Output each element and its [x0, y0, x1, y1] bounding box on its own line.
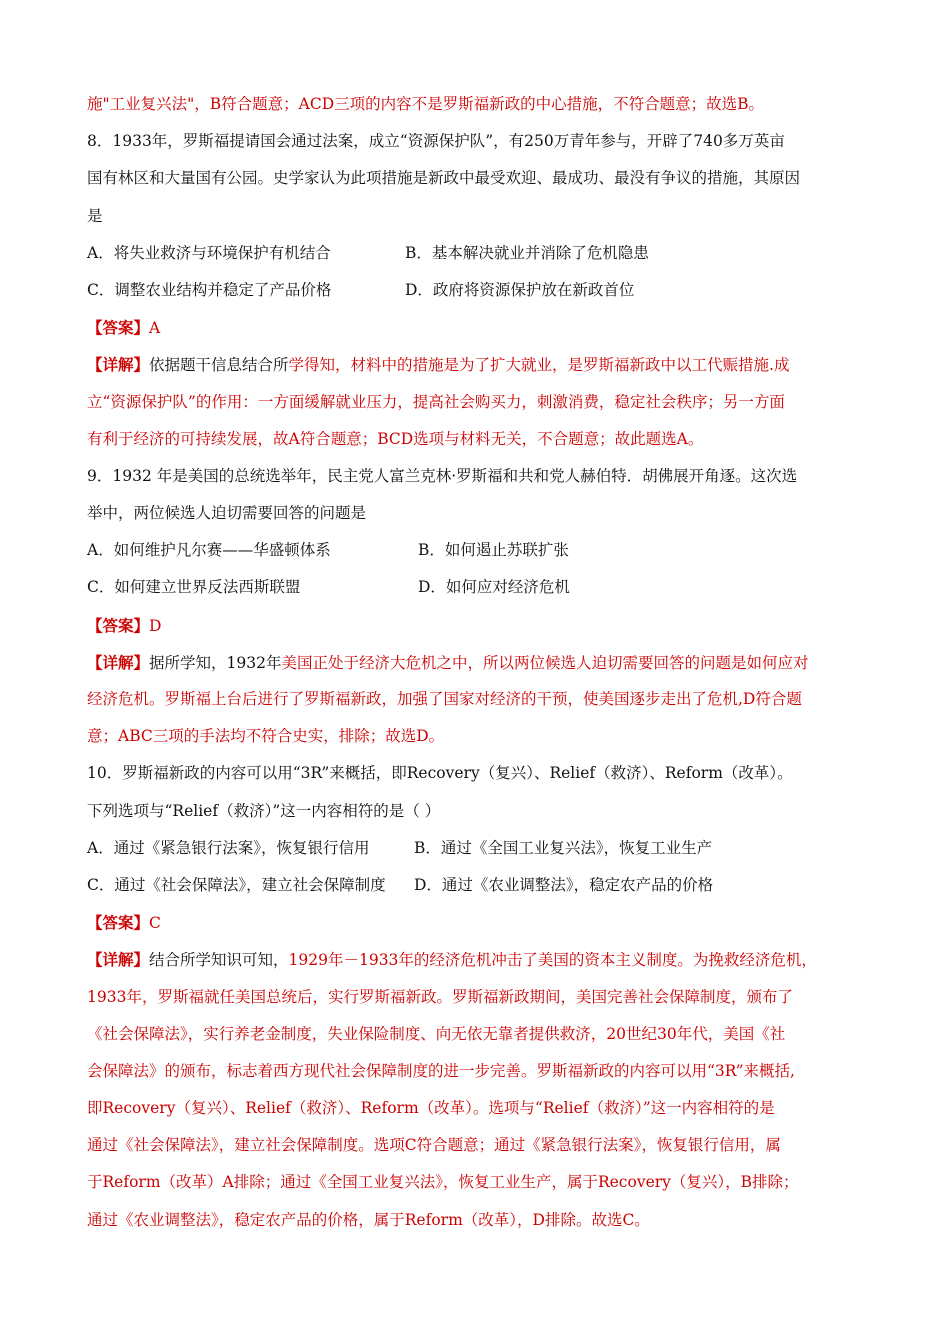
- explanation-line: 会保障法》的颁布，标志着西方现代社会保障制度的进一步完善。罗斯福新政的内容可以用“3R”来概括,: [87, 1061, 795, 1080]
- explanation-line: [87, 644, 867, 681]
- answer-line: [87, 309, 867, 346]
- options-row: [87, 532, 867, 569]
- explanation-text: 1929年－1933年的经济危机冲击了美国的资本主义制度。为挽救经济危机，: [288, 951, 817, 970]
- explanation-text: 学得知，材料中的措施是为了扩大就业，是罗斯福新政中以工代赈措施.成: [288, 356, 790, 375]
- explanation-line: 通过《社会保障法》，建立社会保障制度。选项C符合题意；通过《紧急银行法案》，恢复银行信用，属: [87, 1136, 781, 1155]
- answer-tag: 【答案】: [87, 913, 150, 933]
- explanation-tag: 【详解】: [87, 652, 150, 672]
- options-row: [87, 235, 867, 272]
- explanation-line: [87, 941, 867, 978]
- options-row: [87, 830, 867, 867]
- options-row: [87, 272, 867, 309]
- question-stem-line: 下列选项与“Relief（救济）”这一内容相符的是（ ）: [87, 801, 441, 820]
- option-b: B．基本解决就业并消除了危机隐患: [405, 243, 649, 262]
- option-b: B．如何遏止苏联扩张: [418, 541, 569, 560]
- question-10: [87, 755, 867, 1238]
- question-stem-line: 国有林区和大量国有公园。史学家认为此项措施是新政中最受欢迎、最成功、最没有争议的措施，其原因: [87, 169, 801, 188]
- option-c: C．如何建立世界反法西斯联盟: [87, 578, 301, 597]
- answer-value: C: [149, 914, 161, 933]
- question-stem-line: 9．1932 年是美国的总统选举年，民主党人富兰克林·罗斯福和共和党人赫伯特．胡佛展开角逐。这次选: [87, 466, 798, 485]
- previous-explanation-tail: 施"工业复兴法"，B符合题意；ACD三项的内容不是罗斯福新政的中心措施，不符合题意；故选B。: [87, 95, 765, 113]
- option-b: B．通过《全国工业复兴法》，恢复工业生产: [414, 838, 713, 857]
- explanation-text: 美国正处于经济大危机之中，所以两位候选人迫切需要回答的问题是如何应对: [281, 653, 809, 672]
- explanation-tag: 【详解】: [87, 950, 150, 970]
- option-a: A．将失业救济与环境保护有机结合: [87, 243, 331, 262]
- question-9: [87, 458, 867, 756]
- option-a: A．如何维护凡尔赛——华盛顿体系: [87, 541, 331, 560]
- explanation-line: 立“资源保护队”的作用：一方面缓解就业压力，提高社会购买力，刺激消费，稳定社会秩序；另一方面: [87, 392, 785, 411]
- answer-line: [87, 607, 867, 644]
- option-a: A．通过《紧急银行法案》，恢复银行信用: [87, 838, 370, 857]
- question-stem-line: 10．罗斯福新政的内容可以用“3R”来概括，即Recovery（复兴）、Relief（救济）、Reform（改革）。: [87, 764, 793, 783]
- answer-value: D: [149, 616, 162, 635]
- explanation-line: [87, 346, 867, 383]
- option-c: C．调整农业结构并稳定了产品价格: [87, 280, 332, 299]
- explanation-line: 即Recovery（复兴）、Relief（救济）、Reform（改革）。选项与“Relief（救济）”这一内容相符的是: [87, 1099, 775, 1118]
- option-d: D．政府将资源保护放在新政首位: [405, 280, 635, 299]
- question-8: [87, 123, 867, 458]
- option-c: C．通过《社会保障法》，建立社会保障制度: [87, 875, 386, 894]
- explanation-line: 意；ABC三项的手法均不符合史实，排除；故选D。: [87, 727, 445, 746]
- option-d: D．通过《农业调整法》，稳定农产品的价格: [414, 875, 714, 894]
- question-stem-line: 8．1933年，罗斯福提请国会通过法案，成立“资源保护队”，有250万青年参与，开辟了740多万英亩: [87, 132, 785, 151]
- explanation-line: 通过《农业调整法》，稳定农产品的价格，属于Reform（改革），D排除。故选C。: [87, 1210, 650, 1229]
- answer-tag: 【答案】: [87, 318, 150, 338]
- answer-line: [87, 904, 867, 941]
- explanation-tag: 【详解】: [87, 355, 150, 375]
- explanation-line: 经济危机。罗斯福上台后进行了罗斯福新政，加强了国家对经济的干预，使美国逐步走出了危机,D符合题: [87, 690, 802, 708]
- question-stem-line: 举中，两位候选人迫切需要回答的问题是: [87, 504, 367, 523]
- document-page: [87, 86, 867, 1239]
- explanation-text: 结合所学知识可知，: [149, 951, 289, 970]
- explanation-line: 有利于经济的可持续发展，故A符合题意；BCD选项与材料无关，不合题意；故此题选A。: [87, 429, 704, 448]
- explanation-line: 1933年，罗斯福就任美国总统后，实行罗斯福新政。罗斯福新政期间，美国完善社会保障制度，颁布了: [87, 987, 793, 1006]
- answer-tag: 【答案】: [87, 615, 150, 635]
- options-row: [87, 867, 867, 904]
- option-d: D．如何应对经济危机: [418, 578, 570, 597]
- explanation-line: 于Reform（改革）A排除；通过《全国工业复兴法》，恢复工业生产，属于Recovery（复兴），B排除；: [87, 1173, 799, 1192]
- options-row: [87, 569, 867, 606]
- answer-value: A: [149, 319, 161, 338]
- explanation-text: 据所学知，1932年: [149, 653, 282, 672]
- explanation-text: 依据题干信息结合所: [149, 356, 289, 375]
- explanation-line: 《社会保障法》，实行养老金制度，失业保险制度、向无依无靠者提供救济，20世纪30年代，美国《社: [87, 1024, 786, 1043]
- question-stem-line: 是: [87, 206, 103, 225]
